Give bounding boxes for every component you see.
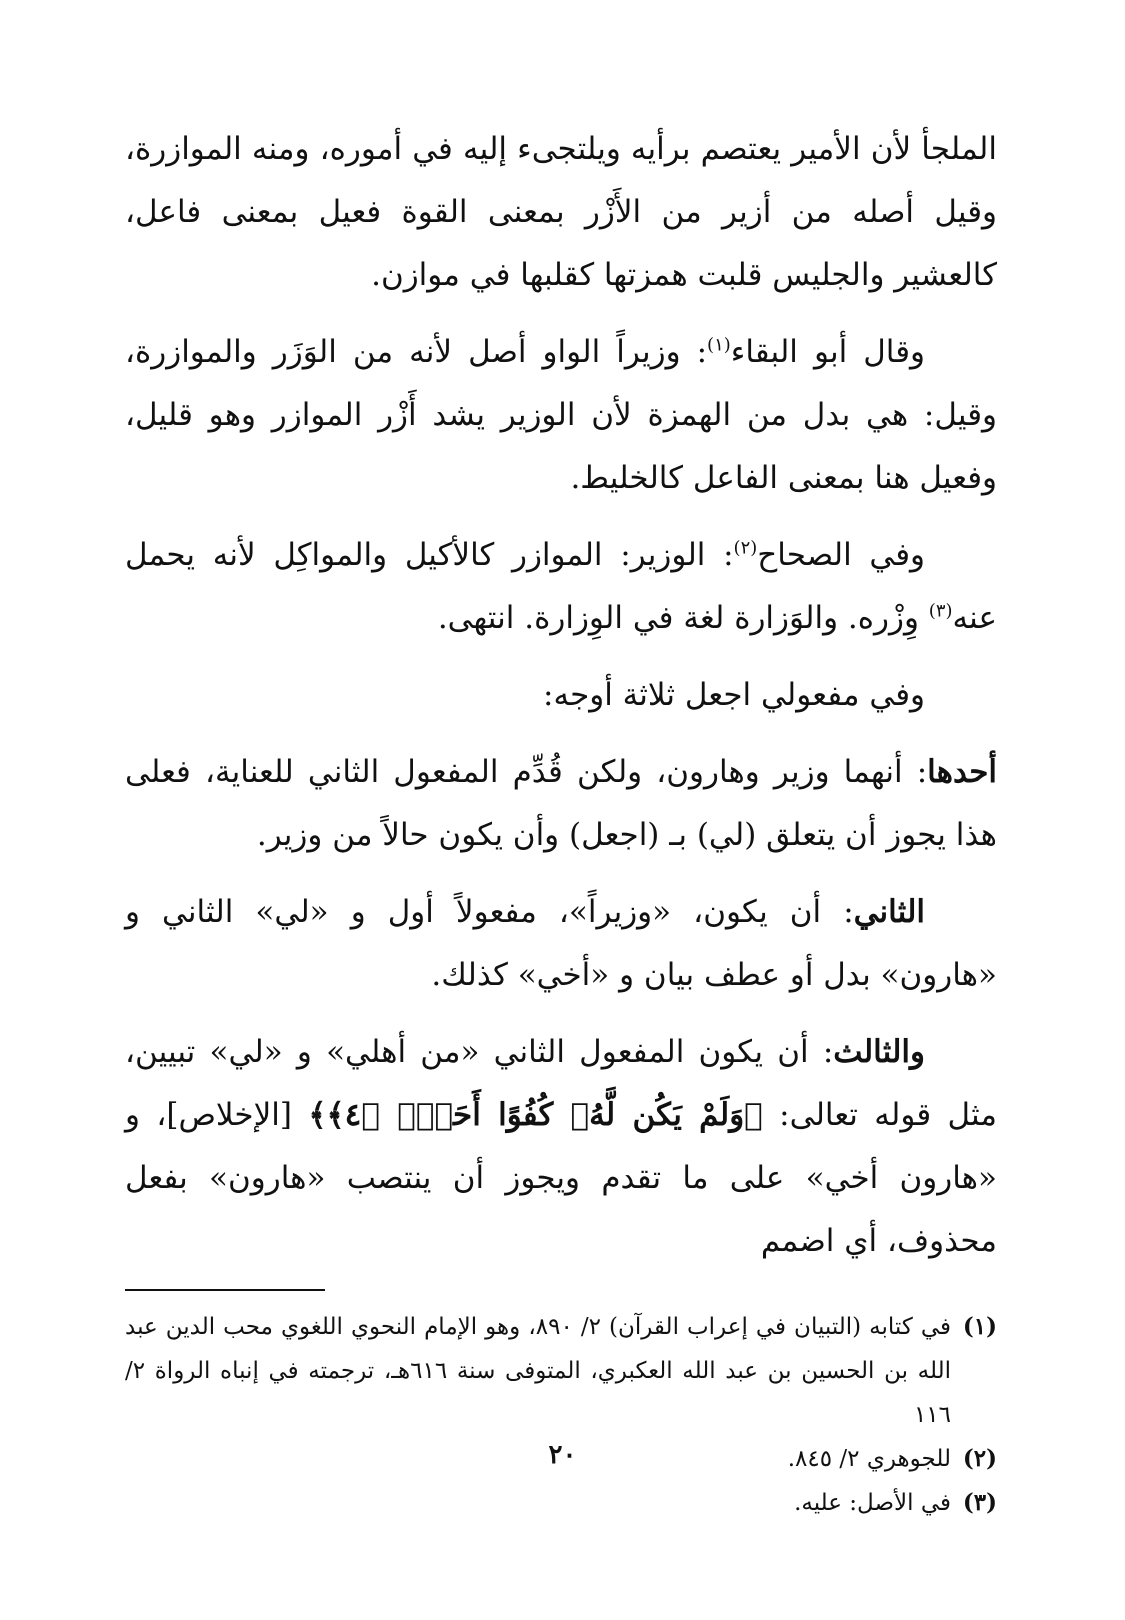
paragraph-5-text: : أنهما وزير وهارون، ولكن قُدِّم المفعول الثاني للعناية، فعلى هذا يجوز أن يتعلق (لي) بـ (اجعل) وأن يكون حالاً من وزير. xyxy=(125,754,997,853)
page-body xyxy=(125,118,997,1525)
paragraph-7 xyxy=(125,1021,997,1273)
paragraph-5-lead: أحدها xyxy=(927,754,997,790)
paragraph-3-text-b: : الوزير: الموازر كالأكيل والمواكِل لأنه يحمل عنه xyxy=(125,537,997,636)
paragraph-3 xyxy=(125,524,997,650)
footnote-number: (٢) xyxy=(962,1445,997,1472)
footnote-number: (١) xyxy=(962,1313,997,1340)
paragraph-6 xyxy=(125,881,997,1007)
page-number: ٢٠ xyxy=(548,1440,577,1470)
footnote-text: في الأصل: عليه. xyxy=(794,1490,951,1516)
footnote-ref-2[interactable]: (٢) xyxy=(733,537,758,559)
paragraph-2-text-a: وقال أبو البقاء xyxy=(730,334,926,370)
paragraph-4 xyxy=(125,664,997,727)
footnote-text: للجوهري ٢/ ٨٤٥. xyxy=(787,1446,951,1472)
paragraph-5 xyxy=(125,741,997,867)
footnote-3 xyxy=(125,1481,997,1525)
paragraph-1 xyxy=(125,118,997,307)
footnotes xyxy=(125,1305,997,1525)
paragraph-1-text: الملجأ لأن الأمير يعتصم برأيه ويلتجىء إليه في أموره، ومنه الموازرة، وقيل أصله من أزير من الأَزْر بمعنى القوة فعيل بمعنى فاعل، كالعشير والجليس قلبت همزتها كقلبها في موازن. xyxy=(125,131,997,293)
paragraph-6-lead: الثاني xyxy=(853,894,925,930)
quran-verse: ﴿وَلَمْ يَكُن لَّهُۥ كُفُوًا أَحَدٌۢ ﴿٤﴾﴾ xyxy=(308,1097,763,1133)
footnote-divider xyxy=(125,1289,325,1291)
footnote-text: في كتابه (التبيان في إعراب القرآن) ٢/ ٨٩٠، وهو الإمام النحوي اللغوي محب الدين عبد الله بن الحسين بن عبد الله العكبري، المتوفى سنة ٦١٦هـ، ترجمته في إنباه الرواة ٢/ ١١٦ xyxy=(125,1314,951,1428)
paragraph-7-text-a: : أن يكون المفعول الثاني «من أهلي» و «لي» تبيين، مثل قوله تعالى: xyxy=(125,1034,997,1133)
paragraph-7-lead: والثالث xyxy=(833,1034,925,1070)
footnote-ref-3[interactable]: (٣) xyxy=(928,600,953,622)
paragraph-7-text-b: [الإخلاص]، و «هارون أخي» على ما تقدم ويجوز أن ينتصب «هارون» بفعل محذوف، أي اضمم xyxy=(125,1097,997,1259)
paragraph-4-text: وفي مفعولي اجعل ثلاثة أوجه: xyxy=(543,677,925,713)
footnote-number: (٣) xyxy=(962,1489,997,1516)
footnote-1 xyxy=(125,1305,997,1437)
paragraph-3-text-c: وِزْره. والوَزارة لغة في الوِزارة. انتهى. xyxy=(437,600,929,636)
paragraph-6-text: : أن يكون، «وزيراً»، مفعولاً أول و «لي» الثاني و «هارون» بدل أو عطف بيان و «أخي» كذلك. xyxy=(125,894,997,993)
paragraph-2-text-b: : وزيراً الواو أصل لأنه من الوَزَر والموازرة، وقيل: هي بدل من الهمزة لأن الوزير يشد أَزْر الموازر وهو قليل، وفعيل هنا بمعنى الفاعل كالخليط. xyxy=(125,334,997,496)
paragraph-2 xyxy=(125,321,997,510)
footnote-ref-1[interactable]: (١) xyxy=(707,334,731,356)
paragraph-3-text-a: وفي الصحاح xyxy=(757,537,925,573)
